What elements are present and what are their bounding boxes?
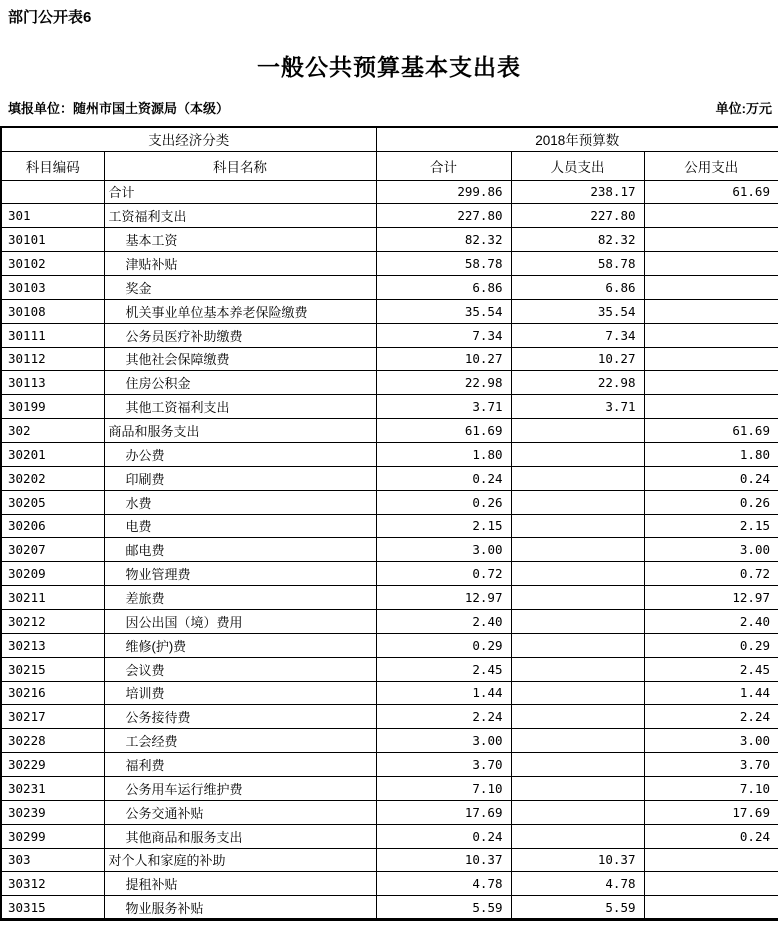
table-row [1, 657, 778, 681]
subject-code-cell: 30228 [1, 729, 104, 753]
public-cell [644, 347, 778, 371]
subject-code-cell: 30103 [1, 275, 104, 299]
subject-code-cell: 30215 [1, 657, 104, 681]
personnel-cell: 10.37 [511, 848, 644, 872]
total-cell: 61.69 [376, 419, 511, 443]
subject-code-cell: 30231 [1, 776, 104, 800]
total-cell: 0.24 [376, 466, 511, 490]
total-cell: 2.15 [376, 514, 511, 538]
total-cell: 1.44 [376, 681, 511, 705]
subject-code-cell: 30312 [1, 872, 104, 896]
subject-name-cell: 电费 [104, 514, 376, 538]
public-cell: 3.70 [644, 753, 778, 777]
personnel-cell: 4.78 [511, 872, 644, 896]
total-cell: 2.45 [376, 657, 511, 681]
subject-name-cell: 对个人和家庭的补助 [104, 848, 376, 872]
public-cell: 1.44 [644, 681, 778, 705]
personnel-cell: 3.71 [511, 395, 644, 419]
table-meta-row [8, 98, 772, 117]
personnel-cell: 10.27 [511, 347, 644, 371]
public-cell: 0.24 [644, 824, 778, 848]
subject-name-cell: 机关事业单位基本养老保险缴费 [104, 299, 376, 323]
table-row [1, 252, 778, 276]
table-row [1, 586, 778, 610]
table-row [1, 776, 778, 800]
table-row [1, 848, 778, 872]
total-cell: 17.69 [376, 800, 511, 824]
public-cell [644, 323, 778, 347]
public-cell: 0.29 [644, 633, 778, 657]
public-cell [644, 275, 778, 299]
personnel-cell [511, 514, 644, 538]
total-cell: 3.71 [376, 395, 511, 419]
subject-name-cell: 基本工资 [104, 228, 376, 252]
subject-name-cell: 公务交通补贴 [104, 800, 376, 824]
public-cell [644, 204, 778, 228]
table-body [1, 180, 778, 920]
total-cell: 12.97 [376, 586, 511, 610]
public-cell: 61.69 [644, 419, 778, 443]
header-group-row [1, 127, 778, 151]
total-cell: 0.29 [376, 633, 511, 657]
public-cell [644, 371, 778, 395]
table-row [1, 442, 778, 466]
total-cell: 227.80 [376, 204, 511, 228]
public-cell [644, 872, 778, 896]
subject-code-cell: 30111 [1, 323, 104, 347]
total-cell: 6.86 [376, 275, 511, 299]
subject-name-cell: 邮电费 [104, 538, 376, 562]
subject-code-cell: 30199 [1, 395, 104, 419]
personnel-cell [511, 824, 644, 848]
subject-name-cell: 合计 [104, 180, 376, 204]
public-cell [644, 896, 778, 920]
subject-name-cell: 提租补贴 [104, 872, 376, 896]
subject-name-cell: 工资福利支出 [104, 204, 376, 228]
table-row [1, 681, 778, 705]
subject-name-cell: 其他商品和服务支出 [104, 824, 376, 848]
total-cell: 7.34 [376, 323, 511, 347]
table-row [1, 323, 778, 347]
personnel-cell: 35.54 [511, 299, 644, 323]
personnel-cell: 5.59 [511, 896, 644, 920]
table-row [1, 204, 778, 228]
personnel-cell [511, 729, 644, 753]
subject-name-cell: 差旅费 [104, 586, 376, 610]
subject-code-cell: 302 [1, 419, 104, 443]
total-cell: 1.80 [376, 442, 511, 466]
total-cell: 0.24 [376, 824, 511, 848]
personnel-cell [511, 800, 644, 824]
subject-name-cell: 因公出国（境）费用 [104, 609, 376, 633]
total-cell: 22.98 [376, 371, 511, 395]
personnel-cell [511, 466, 644, 490]
total-cell: 4.78 [376, 872, 511, 896]
subject-name-cell: 其他社会保障缴费 [104, 347, 376, 371]
header-classification-group: 支出经济分类 [1, 127, 376, 151]
table-row [1, 609, 778, 633]
subject-code-cell: 30205 [1, 490, 104, 514]
personnel-cell [511, 419, 644, 443]
subject-name-cell: 其他工资福利支出 [104, 395, 376, 419]
subject-name-cell: 工会经费 [104, 729, 376, 753]
public-cell [644, 252, 778, 276]
personnel-cell [511, 586, 644, 610]
subject-code-cell: 30207 [1, 538, 104, 562]
table-row [1, 705, 778, 729]
subject-name-cell: 培训费 [104, 681, 376, 705]
subject-code-cell: 30211 [1, 586, 104, 610]
subject-code-cell: 30239 [1, 800, 104, 824]
public-cell: 3.00 [644, 729, 778, 753]
public-cell: 0.72 [644, 562, 778, 586]
subject-name-cell: 维修(护)费 [104, 633, 376, 657]
subject-code-cell: 30213 [1, 633, 104, 657]
table-row [1, 800, 778, 824]
total-cell: 10.27 [376, 347, 511, 371]
subject-name-cell: 福利费 [104, 753, 376, 777]
subject-code-cell: 30113 [1, 371, 104, 395]
table-row [1, 347, 778, 371]
public-cell: 2.45 [644, 657, 778, 681]
personnel-cell: 7.34 [511, 323, 644, 347]
public-cell [644, 395, 778, 419]
subject-code-cell: 30299 [1, 824, 104, 848]
personnel-cell: 227.80 [511, 204, 644, 228]
header-personnel-expenditure: 人员支出 [511, 151, 644, 180]
subject-code-cell: 30212 [1, 609, 104, 633]
total-cell: 35.54 [376, 299, 511, 323]
public-cell: 2.24 [644, 705, 778, 729]
table-row [1, 371, 778, 395]
header-budget-group: 2018年预算数 [376, 127, 778, 151]
personnel-cell: 58.78 [511, 252, 644, 276]
table-row [1, 729, 778, 753]
subject-code-cell: 30201 [1, 442, 104, 466]
subject-name-cell: 奖金 [104, 275, 376, 299]
public-cell: 17.69 [644, 800, 778, 824]
table-row [1, 490, 778, 514]
table-row [1, 466, 778, 490]
subject-name-cell: 印刷费 [104, 466, 376, 490]
subject-code-cell: 30101 [1, 228, 104, 252]
table-row [1, 228, 778, 252]
table-row [1, 633, 778, 657]
subject-code-cell: 30217 [1, 705, 104, 729]
subject-name-cell: 公务用车运行维护费 [104, 776, 376, 800]
subject-code-cell: 30206 [1, 514, 104, 538]
subject-name-cell: 物业管理费 [104, 562, 376, 586]
table-row [1, 275, 778, 299]
public-cell: 3.00 [644, 538, 778, 562]
personnel-cell [511, 753, 644, 777]
total-cell: 299.86 [376, 180, 511, 204]
personnel-cell [511, 657, 644, 681]
table-row [1, 872, 778, 896]
subject-name-cell: 会议费 [104, 657, 376, 681]
personnel-cell [511, 633, 644, 657]
page-title: 一般公共预算基本支出表 [257, 54, 521, 80]
subject-code-cell [1, 180, 104, 204]
personnel-cell [511, 681, 644, 705]
subject-name-cell: 水费 [104, 490, 376, 514]
table-row [1, 562, 778, 586]
total-cell: 5.59 [376, 896, 511, 920]
total-cell: 2.24 [376, 705, 511, 729]
subject-name-cell: 公务接待费 [104, 705, 376, 729]
subject-name-cell: 商品和服务支出 [104, 419, 376, 443]
personnel-cell: 238.17 [511, 180, 644, 204]
total-cell: 82.32 [376, 228, 511, 252]
subject-name-cell: 公务员医疗补助缴费 [104, 323, 376, 347]
personnel-cell: 82.32 [511, 228, 644, 252]
subject-code-cell: 30209 [1, 562, 104, 586]
total-cell: 2.40 [376, 609, 511, 633]
personnel-cell: 6.86 [511, 275, 644, 299]
subject-code-cell: 30229 [1, 753, 104, 777]
header-total: 合计 [376, 151, 511, 180]
table-row [1, 896, 778, 920]
table-row [1, 180, 778, 204]
personnel-cell [511, 442, 644, 466]
total-cell: 10.37 [376, 848, 511, 872]
subject-code-cell: 301 [1, 204, 104, 228]
personnel-cell [511, 562, 644, 586]
subject-code-cell: 30108 [1, 299, 104, 323]
table-row [1, 514, 778, 538]
public-cell: 0.26 [644, 490, 778, 514]
header-column-row [1, 151, 778, 180]
public-cell: 12.97 [644, 586, 778, 610]
personnel-cell [511, 490, 644, 514]
table-row [1, 753, 778, 777]
personnel-cell [511, 776, 644, 800]
subject-code-cell: 30315 [1, 896, 104, 920]
public-cell: 7.10 [644, 776, 778, 800]
total-cell: 3.00 [376, 538, 511, 562]
public-cell: 61.69 [644, 180, 778, 204]
header-subject-code: 科目编码 [1, 151, 104, 180]
table-row [1, 395, 778, 419]
total-cell: 3.00 [376, 729, 511, 753]
subject-name-cell: 住房公积金 [104, 371, 376, 395]
total-cell: 58.78 [376, 252, 511, 276]
table-row [1, 824, 778, 848]
personnel-cell: 22.98 [511, 371, 644, 395]
public-cell [644, 848, 778, 872]
subject-code-cell: 30112 [1, 347, 104, 371]
total-cell: 0.72 [376, 562, 511, 586]
public-cell: 2.40 [644, 609, 778, 633]
subject-code-cell: 30216 [1, 681, 104, 705]
subject-code-cell: 303 [1, 848, 104, 872]
reporting-unit-label: 填报单位：随州市国土资源局（本级） [8, 101, 230, 116]
header-subject-name: 科目名称 [104, 151, 376, 180]
personnel-cell [511, 538, 644, 562]
budget-table [0, 126, 778, 921]
table-header [1, 127, 778, 180]
public-cell [644, 228, 778, 252]
total-cell: 3.70 [376, 753, 511, 777]
header-public-expenditure: 公用支出 [644, 151, 778, 180]
table-row [1, 419, 778, 443]
personnel-cell [511, 609, 644, 633]
subject-name-cell: 津贴补贴 [104, 252, 376, 276]
public-cell: 0.24 [644, 466, 778, 490]
subject-code-cell: 30202 [1, 466, 104, 490]
unit-label: 单位:万元 [715, 101, 772, 116]
table-row [1, 299, 778, 323]
subject-name-cell: 办公费 [104, 442, 376, 466]
table-row [1, 538, 778, 562]
public-cell [644, 299, 778, 323]
subject-code-cell: 30102 [1, 252, 104, 276]
public-cell: 1.80 [644, 442, 778, 466]
public-cell: 2.15 [644, 514, 778, 538]
personnel-cell [511, 705, 644, 729]
document-label: 部门公开表6 [8, 9, 92, 26]
subject-name-cell: 物业服务补贴 [104, 896, 376, 920]
total-cell: 7.10 [376, 776, 511, 800]
total-cell: 0.26 [376, 490, 511, 514]
